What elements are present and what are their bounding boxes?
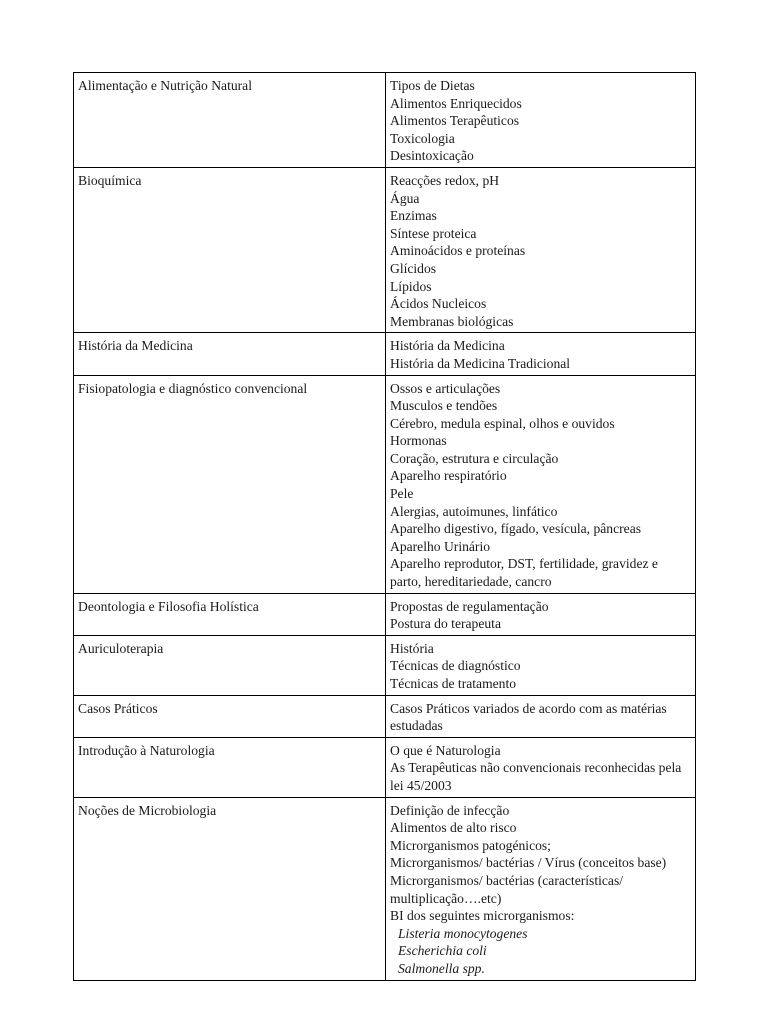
subject-cell: Casos Práticos (74, 695, 386, 737)
table-row (74, 737, 696, 797)
topic-item: Hormonas (390, 433, 447, 449)
topic-item: Alimentos Enriquecidos (390, 95, 522, 111)
topic-item: Postura do terapeuta (390, 616, 501, 632)
topic-item: As Terapêuticas não convencionais reconhecidas pela lei 45/2003 (390, 760, 682, 793)
topic-item: Microrganismos/ bactérias (características/ multiplicação….etc) (390, 872, 624, 906)
topic-item: Alergias, autoimunes, linfático (390, 503, 558, 519)
topics-cell (386, 333, 696, 375)
topic-item: Coração, estrutura e circulação (390, 450, 559, 466)
subject-cell: Deontologia e Filosofia Holística (74, 593, 386, 635)
subject-cell: Introdução à Naturologia (74, 737, 386, 797)
table-row (74, 73, 696, 168)
subject-cell: História da Medicina (74, 333, 386, 375)
topic-item: Aminoácidos e proteínas (390, 243, 526, 259)
topic-item: Alimentos de alto risco (390, 820, 517, 836)
topic-item: Tipos de Dietas (390, 78, 475, 93)
table-row (74, 593, 696, 635)
topics-cell (386, 73, 696, 168)
topic-item: Microrganismos/ bactérias / Vírus (conceitos base) (390, 855, 667, 871)
topic-item: Lípidos (390, 278, 432, 294)
topic-item: Definição de infecção (390, 802, 510, 818)
table-row (74, 375, 696, 593)
topics-cell (386, 167, 696, 332)
topic-item: Cérebro, medula espinal, olhos e ouvidos (390, 415, 615, 431)
topic-item: Desintoxicação (390, 148, 474, 164)
topics-cell (386, 375, 696, 593)
topic-item: Aparelho digestivo, fígado, vesícula, pâncreas (390, 521, 642, 537)
topic-item: Reacções redox, pH (390, 172, 500, 188)
topic-item: BI dos seguintes microrganismos: (390, 908, 575, 924)
topics-cell (386, 737, 696, 797)
topic-item: Técnicas de tratamento (390, 676, 517, 691)
topic-item: Musculos e tendões (390, 398, 498, 414)
subject-cell: Alimentação e Nutrição Natural (74, 73, 386, 168)
table-row (74, 695, 696, 737)
table-row (74, 333, 696, 375)
curriculum-table (73, 72, 696, 981)
subject-cell: Fisiopatologia e diagnóstico convencional (74, 375, 386, 593)
topic-item: Água (390, 190, 420, 206)
topic-item: Enzimas (390, 208, 437, 224)
topic-item: Técnicas de diagnóstico (390, 658, 521, 674)
topic-item: Alimentos Terapêuticos (390, 113, 520, 129)
topic-item: Propostas de regulamentação (390, 598, 549, 614)
topic-item: Aparelho Urinário (390, 538, 491, 554)
topic-item: Aparelho reprodutor, DST, fertilidade, gravidez e parto, hereditariedade, cancro (390, 556, 658, 590)
topic-item: Aparelho respiratório (390, 468, 507, 484)
topics-cell (386, 593, 696, 635)
topic-item: História da Medicina (390, 338, 505, 354)
table-row (74, 635, 696, 695)
topics-cell (386, 635, 696, 695)
table-row (74, 797, 696, 980)
topics-cell (386, 797, 696, 980)
table-row (74, 167, 696, 332)
topic-item: Toxicologia (390, 130, 455, 146)
topic-item: História (390, 640, 434, 656)
topic-item: Casos Práticos variados de acordo com as matérias estudadas (390, 700, 667, 734)
topic-item: Microrganismos patogénicos; (390, 837, 551, 853)
topic-item: Membranas biológicas (390, 313, 514, 329)
topic-item: Glícidos (390, 260, 437, 276)
organism-item: Escherichia coli (398, 943, 487, 959)
topic-item: Ossos e articulações (390, 380, 501, 396)
organism-item: Listeria monocytogenes (398, 925, 528, 941)
topics-cell (386, 695, 696, 737)
topic-item: O que é Naturologia (390, 742, 501, 758)
topic-item: Ácidos Nucleicos (390, 296, 487, 312)
topic-item: História da Medicina Tradicional (390, 355, 571, 371)
document-page (73, 72, 696, 981)
subject-cell: Noções de Microbiologia (74, 797, 386, 980)
subject-cell: Auriculoterapia (74, 635, 386, 695)
topic-item: Síntese proteica (390, 225, 477, 241)
topic-item: Pele (390, 486, 414, 502)
subject-cell: Bioquímica (74, 167, 386, 332)
organism-item: Salmonella spp. (398, 960, 485, 976)
